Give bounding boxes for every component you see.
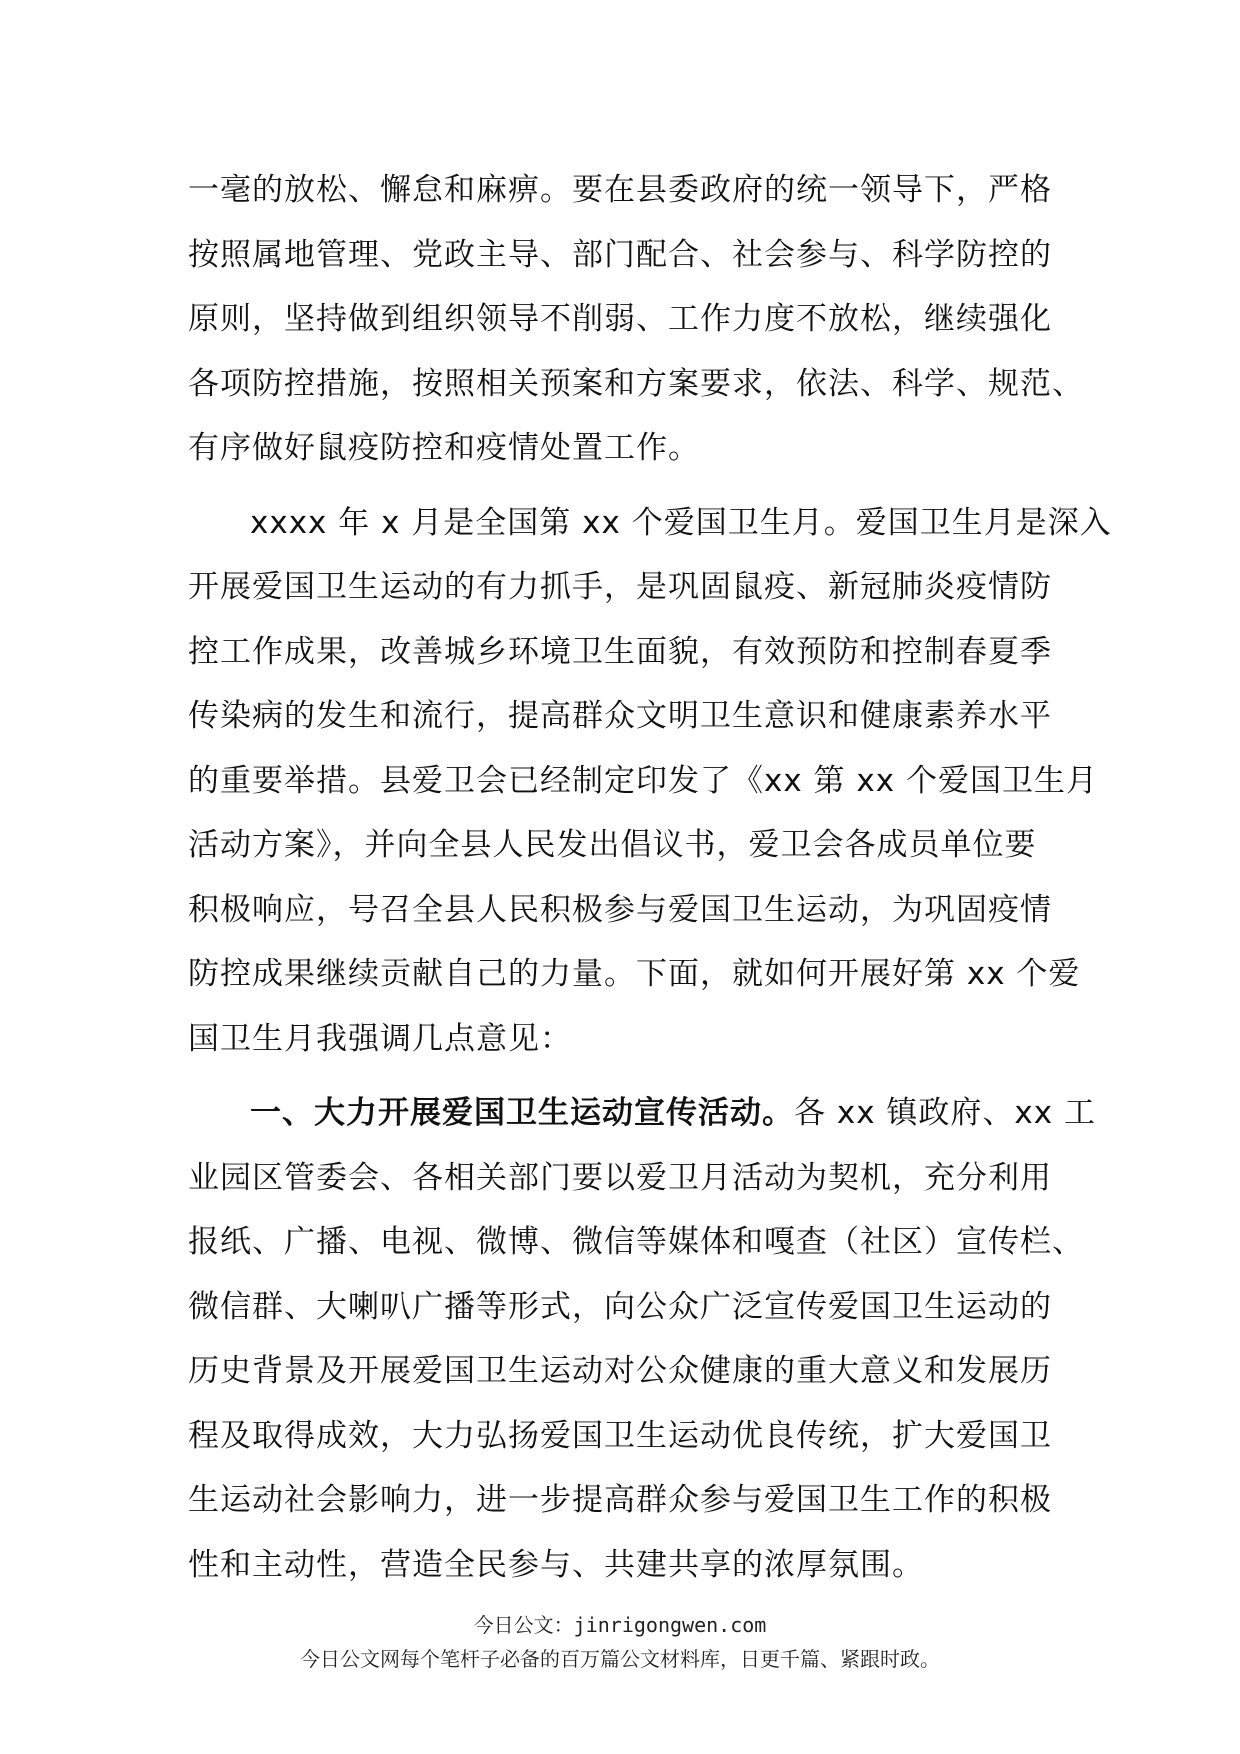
- text-line: 历史背景及开展爱国卫生运动对公众健康的重大意义和发展历: [188, 1353, 1052, 1389]
- text-line: 传染病的发生和流行，提高群众文明卫生意识和健康素养水平: [188, 698, 1052, 734]
- footer-label: 今日公文：: [473, 1613, 574, 1637]
- footer-source: [0, 1610, 1240, 1640]
- text-line: 的重要举措。县爱卫会已经制定印发了《xx 第 xx 个爱国卫生月: [188, 762, 1098, 799]
- footer-url-link[interactable]: jinrigongwen.com: [573, 1613, 767, 1637]
- text-line: 程及取得成效，大力弘扬爱国卫生运动优良传统，扩大爱国卫: [188, 1417, 1052, 1454]
- section-heading: 一、大力开展爱国卫生运动宣传活动。: [250, 1095, 794, 1131]
- text-line: 业园区管委会、各相关部门要以爱卫月活动为契机，充分利用: [188, 1159, 1052, 1196]
- text-line: 生运动社会影响力，进一步提高群众参与爱国卫生工作的积极: [188, 1482, 1052, 1518]
- paragraph-1: [188, 158, 1084, 481]
- text-line: 活动方案》，并向全县人民发出倡议书，爱卫会各成员单位要: [188, 827, 1037, 863]
- text-line: 按照属地管理、党政主导、部门配合、社会参与、科学防控的: [188, 236, 1052, 273]
- footer-tagline: 今日公文网每个笔杆子必备的百万篇公文材料库，日更千篇、紧跟时政。: [300, 1647, 940, 1671]
- text-line: 积极响应，号召全县人民积极参与爱国卫生运动，为巩固疫情: [188, 891, 1052, 928]
- text-line: 各项防控措施，按照相关预案和方案要求，依法、科学、规范、: [188, 365, 1084, 402]
- text-line: 开展爱国卫生运动的有力抓手，是巩固鼠疫、新冠肺炎疫情防: [188, 569, 1052, 605]
- text-line: 报纸、广播、电视、微博、微信等媒体和嘎查（社区）宣传栏、: [188, 1224, 1084, 1260]
- text-line: 性和主动性，营造全民参与、共建共享的浓厚氛围。: [188, 1546, 924, 1583]
- paragraph-3: [188, 1081, 1096, 1597]
- document-body: [188, 158, 1112, 1607]
- text-line: 防控成果继续贡献自己的力量。下面，就如何开展好第 xx 个爱: [188, 956, 1081, 992]
- heading-line-rest: 各 xx 镇政府、xx 工: [794, 1095, 1096, 1131]
- text-line: 一毫的放松、懈怠和麻痹。要在县委政府的统一领导下，严格: [188, 172, 1052, 208]
- text-line: 有序做好鼠疫防控和疫情处置工作。: [188, 430, 700, 466]
- text-line: [188, 1081, 1096, 1146]
- text-line: 控工作成果，改善城乡环境卫生面貌，有效预防和控制春夏季: [188, 633, 1052, 670]
- paragraph-2: [188, 491, 1112, 1072]
- text-line: 原则，坚持做到组织领导不削弱、工作力度不放松，继续强化: [188, 301, 1052, 337]
- text-line: 微信群、大喇叭广播等形式，向公众广泛宣传爱国卫生运动的: [188, 1288, 1052, 1325]
- text-line: 国卫生月我强调几点意见：: [188, 1020, 572, 1057]
- text-line: xxxx 年 x 月是全国第 xx 个爱国卫生月。爱国卫生月是深入: [250, 504, 1112, 541]
